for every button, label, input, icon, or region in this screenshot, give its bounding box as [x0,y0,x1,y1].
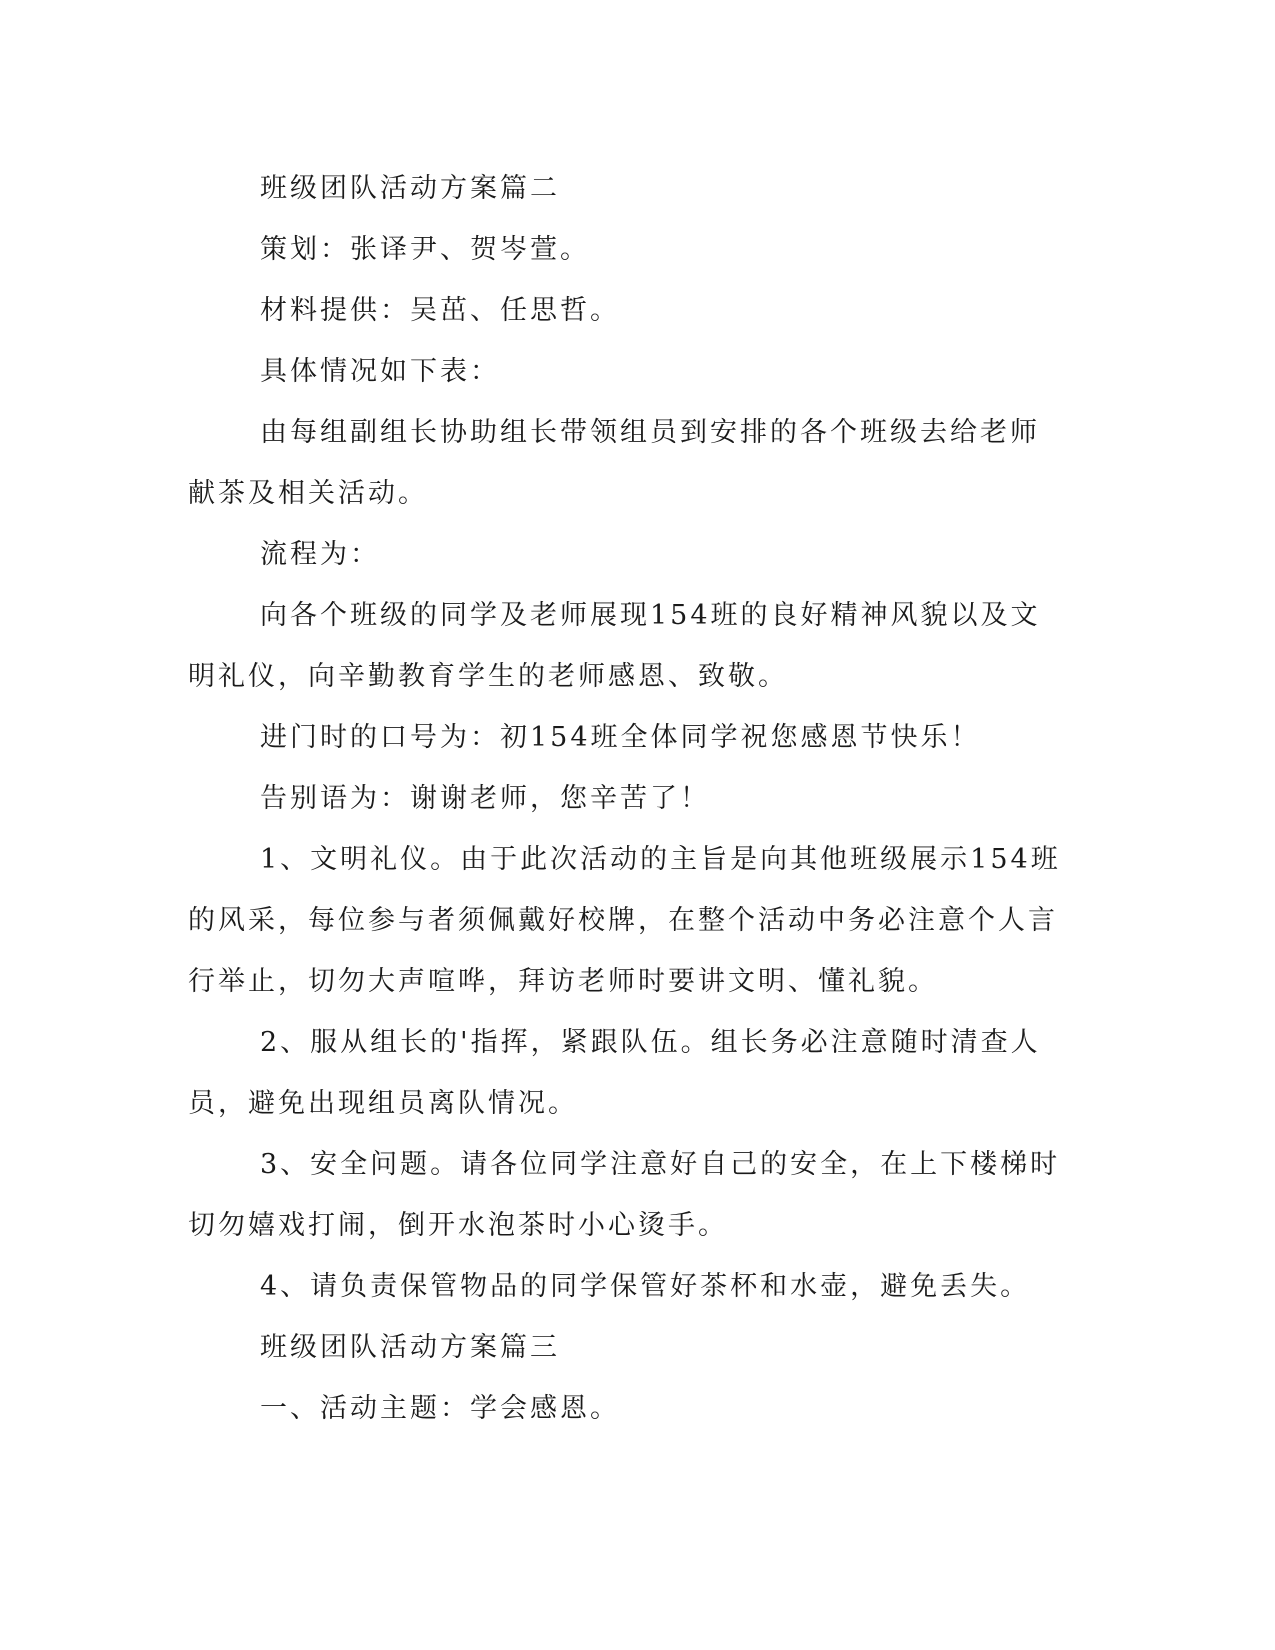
materials-line: 材料提供：吴茁、任思哲。 [260,295,620,326]
entry-slogan: 进门时的口号为：初154班全体同学祝您感恩节快乐！ [260,722,981,753]
paragraph: 由每组副组长协助组长带领组员到安排的各个班级去给老师献茶及相关活动。 [188,417,1040,509]
section-heading: 班级团队活动方案篇二 [260,173,560,204]
details-intro: 具体情况如下表： [260,356,500,387]
planner-line: 策划：张译尹、贺岑萱。 [260,234,590,265]
rule-item: 1、文明礼仪。由于此次活动的主旨是向其他班级展示154班的风采，每位参与者须佩戴好校牌，在整个活动中务必注意个人言行举止，切勿大声喧哗，拜访老师时要讲文明、懂礼貌。 [188,844,1061,997]
rule-item: 2、服从组长的'指挥，紧跟队伍。组长务必注意随时清查人员，避免出现组员离队情况。 [188,1027,1041,1119]
activity-theme: 一、活动主题：学会感恩。 [260,1393,620,1424]
section-heading: 班级团队活动方案篇三 [260,1332,560,1363]
rule-item: 4、请负责保管物品的同学保管好茶杯和水壶，避免丢失。 [260,1271,1031,1302]
paragraph: 向各个班级的同学及老师展现154班的良好精神风貌以及文明礼仪，向辛勤教育学生的老师感恩、致敬。 [188,600,1041,692]
rule-item: 3、安全问题。请各位同学注意好自己的安全，在上下楼梯时切勿嬉戏打闹，倒开水泡茶时小心烫手。 [188,1149,1061,1241]
process-label: 流程为： [260,539,380,570]
farewell-line: 告别语为：谢谢老师，您辛苦了！ [260,783,710,814]
document-body [188,158,1068,1439]
